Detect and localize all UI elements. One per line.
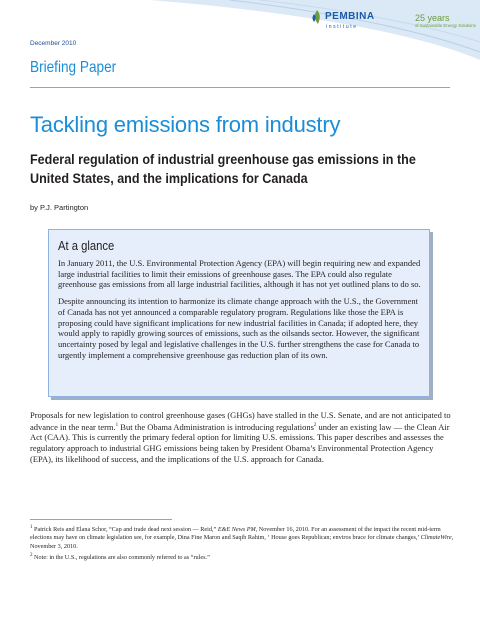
footnote-1 [30, 524, 455, 551]
footnote-1-text-a: Patrick Reis and Elana Schor, “Cap and trade dead next session — Reid,” [32, 526, 218, 534]
pembina-flame-icon [312, 10, 322, 24]
footnote-2 [30, 552, 455, 562]
glance-paragraph-2: Despite announcing its intention to harmonize its climate change approach with the U.S., the Government of Canada has not yet announced a comparable regulatory program. Regulations like those the EPA is proposing could have significant implications for new industrial facilities in Canada; if adopted here, they would apply to rapidly growing sources of emissions, such as the oilsands sector. However, the significant uncertainty posed by legal and legislative challenges in the U.S. further strengthens the case for Canada to urgently implement a comprehensive greenhouse gas reduction plan of its own. [58, 296, 420, 360]
footnote-2-number: 2 [30, 553, 33, 558]
footnote-ref-2[interactable]: 2 [313, 422, 317, 428]
intro-paragraph [30, 410, 455, 465]
pembina-logo [312, 10, 375, 30]
page-subtitle: Federal regulation of industrial greenhouse gas emissions in the United States, and the implications for Canada [30, 152, 416, 186]
glance-heading: At a glance [58, 239, 115, 253]
intro-text-part-1: Proposals for new legislation to control greenhouse gases (GHGs) have stalled in the U.S. Senate, and are not anticipated to advance in the near term. [30, 410, 451, 432]
footnote-1-text-b: , November 16, 2010. For an assessment of the impact the recent mid-term elections may have on climate legislation see, for example, Dina Fine Maron and Saqib Rahim, ‘ House goes Republican; enviros brace for climate changes,’ [30, 526, 441, 542]
footnote-divider [30, 519, 172, 520]
footnote-ref-1[interactable]: 1 [115, 422, 119, 428]
at-a-glance-box [48, 229, 430, 397]
footnote-1-number: 1 [30, 525, 33, 530]
publication-date: December 2010 [30, 40, 77, 47]
page-title: Tackling emissions from industry [30, 112, 341, 137]
footnote-1-text-c: , November 3, 2010. [30, 534, 454, 550]
intro-text-part-2: But the Obama Administration is introducing regulations [118, 421, 314, 432]
glance-paragraph-1: In January 2011, the U.S. Environmental Protection Agency (EPA) will begin requiring new and expanded large industrial facilities to limit their emissions of greenhouse gases. The EPA could also regulate greenhouse gas emissions from all large industrial facilities, although it has not yet outlined plans to do so. [58, 258, 421, 290]
document-type: Briefing Paper [30, 59, 117, 76]
anniversary-tagline: of Sustainable Energy Solutions [415, 23, 476, 28]
logo-subtitle: institute [326, 24, 358, 30]
footnote-1-publication-2: ClimateWire [420, 534, 452, 542]
logo-name: PEMBINA [325, 11, 375, 22]
header-swoosh-graphic [0, 0, 480, 60]
anniversary-badge [415, 14, 476, 28]
anniversary-years: 25 years [415, 13, 450, 23]
footnote-1-publication-1: E&E News PM [217, 526, 256, 534]
intro-text-part-3: under an existing law — the Clean Air Act (CAA). This is currently the primary federal option for limiting U.S. emissions. This paper describes and assesses the regulatory approach to industrial GHG emissions being taken by President Obama’s Environmental Protection Agency (EPA), its likelihood of success, and the implications of the U.S. approach for Canada. [30, 421, 450, 465]
header-divider [30, 87, 450, 88]
footnote-2-text: Note: in the U.S., regulations are also commonly referred to as “rules.” [32, 554, 210, 562]
byline: by P.J. Partington [30, 203, 89, 212]
